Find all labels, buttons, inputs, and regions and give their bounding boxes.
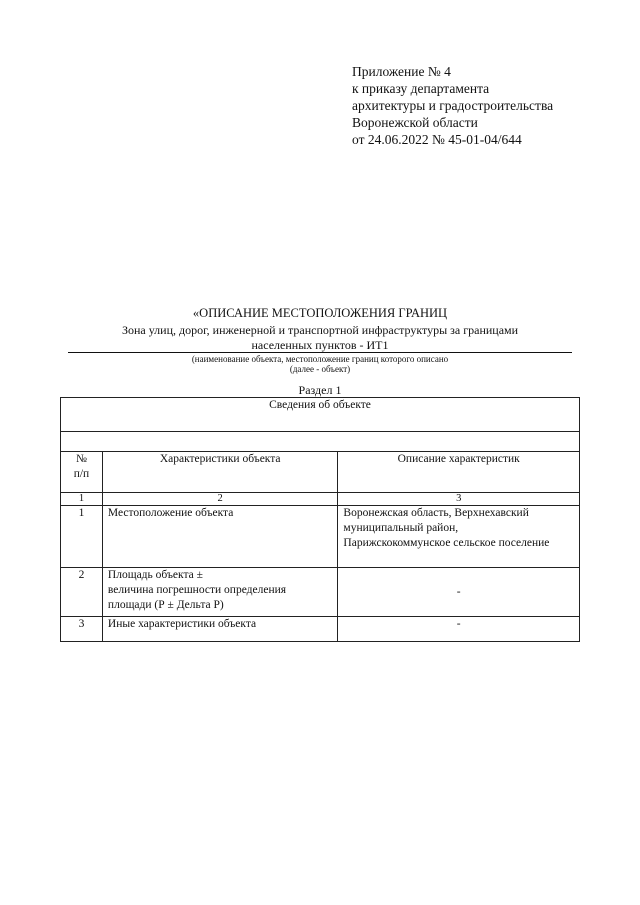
description-line: муниципальный район,	[343, 522, 459, 534]
appendix-reference	[352, 63, 553, 148]
row-description: -	[338, 568, 580, 617]
table-heading: Сведения об объекте	[61, 398, 580, 432]
col-header-characteristics: Характеристики объекта	[102, 452, 338, 493]
row-characteristic: Местоположение объекта	[102, 506, 338, 568]
title-caption	[60, 354, 580, 374]
appendix-date-line: от 24.06.2022 № 45-01-04/644	[352, 132, 522, 147]
table-blank-row	[61, 432, 580, 452]
row-characteristic	[102, 568, 338, 617]
row-number: 2	[61, 568, 103, 617]
row-characteristic: Иные характеристики объекта	[102, 617, 338, 642]
appendix-department-line: архитектуры и градостроительства	[352, 98, 554, 113]
subtitle-line-2: населенных пунктов - ИТ1	[251, 338, 389, 352]
caption-line-2: (далее - объект)	[289, 364, 351, 374]
characteristic-line: площади (Р ± Дельта Р)	[107, 599, 224, 611]
row-description: -	[338, 617, 580, 642]
title-underline	[68, 352, 572, 353]
description-line: Воронежская область, Верхнехавский	[343, 507, 529, 519]
table-row	[61, 506, 580, 568]
characteristic-line: величина погрешности определения	[107, 584, 287, 596]
subtitle-line-1: Зона улиц, дорог, инженерной и транспортной инфраструктуры за границами	[121, 323, 519, 337]
col-header-number-abbr: п/п	[73, 468, 90, 480]
table-row	[61, 568, 580, 617]
col-header-number-sign: №	[75, 453, 87, 465]
row-description	[338, 506, 580, 568]
col-number-3: 3	[338, 493, 580, 506]
appendix-region-line: Воронежской области	[352, 115, 478, 130]
row-number: 1	[61, 506, 103, 568]
column-header-row	[61, 452, 580, 493]
column-number-row	[61, 493, 580, 506]
appendix-number: Приложение № 4	[352, 64, 451, 79]
caption-line-1: (наименование объекта, местоположение границ которого описано	[191, 354, 449, 364]
appendix-order-line: к приказу департамента	[352, 81, 490, 96]
blank-cell	[61, 432, 580, 452]
description-line: Парижскокоммунское сельское поселение	[343, 537, 550, 549]
col-header-number	[61, 452, 103, 493]
table-row	[61, 617, 580, 642]
col-number-1: 1	[61, 493, 103, 506]
document-title: «ОПИСАНИЕ МЕСТОПОЛОЖЕНИЯ ГРАНИЦ	[192, 306, 448, 320]
object-info-table	[60, 397, 580, 642]
document-subtitle	[60, 323, 580, 353]
table-heading-row	[61, 398, 580, 432]
section-label: Раздел 1	[298, 383, 342, 397]
row-number: 3	[61, 617, 103, 642]
col-header-description: Описание характеристик	[338, 452, 580, 493]
col-number-2: 2	[102, 493, 338, 506]
characteristic-line: Площадь объекта ±	[107, 569, 203, 581]
